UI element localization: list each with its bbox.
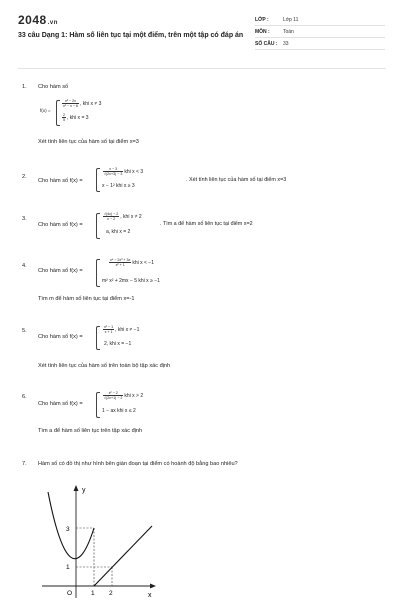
graph-line-right xyxy=(94,526,152,586)
piecewise-brace xyxy=(56,100,60,126)
case-1: $\frac{√(4x) - 2}{x - 2}$ , khi x ≠ 2 xyxy=(104,212,142,222)
y-axis-arrow xyxy=(74,485,79,491)
graph-curve-left xyxy=(48,492,94,559)
y-axis-label: y xyxy=(82,487,86,494)
tick-label-y1: 1 xyxy=(66,564,70,571)
case-1: $\frac{\text{x² − 2x}}{\text{x² − x − 6}}$ , khi x ≠ 3 xyxy=(63,99,102,109)
case-2: a, khi x = 2 xyxy=(106,229,131,235)
worksheet-page: 2048.vn 33 câu Dạng 1: Hàm số liên tục tại một điểm, trên một tập có đáp án LỚP : Lớp 11 MÔN : Toán SỐ CÂU : 33 1. Cho hàm số f(x) = $\frac{\text{x² − 2x}}{\text{x² − x − 6}}$ , khi x ≠ 3 $\frac{2}{5}$ , khi x = 3 Xét tính liên tục của hàm số tại điểm x=3 2. Cho hàm số f(x) = $\frac{x - 3}{√(2x+3) - 3}$ khi x < 3 x − 1² khi x ≥ 3 . Xét tính liên tục của hàm số tại điểm x=3 3. Cho hàm số f(x) = $\frac{√(4x) - 2}{x - 2}$ , khi x ≠ 2 a, khi x = 2 . Tìm a để hàm số liên tục tại điểm x=2 4. Cho hàm số f(x) = $\frac{\text{x⁴ − 2x³ + 3x}}{\text{x² + 1}}$ khi x < −1 m² x² + 2mx − 5 khi x ≥ −1 Tìm m để hàm số liên tục tại điểm x=-1 5. Cho hàm số f(x) = $\frac{\text{x² − 1}}{x + 1}$ , khi x ≠ −1 2, khi x = −1 Xét tính liên tục của hàm số trên toàn bộ tập xác định 6. Cho hàm số f(x) = $\frac{\text{x² − 2}}{√(2x+1) - 2}$ khi x > 2 1 − ax khi x ≤ 2 Tìm a để hàm số liên tục trên tập xác định 7. Hàm số có đồ thị như hình bên gián đoạn tại điểm có hoành độ bằng bao nhiêu? y x 3 1 O 1 2 xyxy=(0,0,400,600)
meta-value: 33 xyxy=(283,40,289,47)
meta-value: Lớp 11 xyxy=(283,16,299,23)
meta-row-count xyxy=(255,38,385,50)
fraction: $\frac{2}{5}$ xyxy=(63,113,65,123)
site-logo[interactable] xyxy=(18,13,58,27)
origin-label: O xyxy=(67,590,73,597)
case-2: 2, khi x = −1 xyxy=(104,341,132,347)
function-name: f(x) = xyxy=(40,108,51,113)
piecewise-brace xyxy=(96,326,100,350)
question-number: 3. xyxy=(22,216,27,222)
fraction: $\frac{\text{x² − 2x}}{\text{x² − x − 6}}$ xyxy=(63,99,78,109)
case-1: $\frac{\text{x⁴ − 2x³ + 3x}}{\text{x² + 1}}$ khi x < −1 xyxy=(110,258,155,268)
case-2: $\frac{2}{5}$ , khi x = 3 xyxy=(63,113,89,123)
case-2: 1 − ax khi x ≤ 2 xyxy=(102,408,136,414)
logo-main: 2048 xyxy=(18,13,47,27)
question-number: 7. xyxy=(22,461,27,467)
x-axis-arrow xyxy=(150,584,156,589)
case-2: x − 1² khi x ≥ 3 xyxy=(102,183,135,189)
piecewise-brace xyxy=(96,168,100,192)
question-intro: Cho hàm số xyxy=(38,84,69,90)
function-graph xyxy=(36,482,164,600)
piecewise-brace xyxy=(96,213,100,239)
meta-row-subject xyxy=(255,26,385,38)
meta-key: LỚP : xyxy=(255,16,269,23)
page-title: 33 câu Dạng 1: Hàm số liên tục tại một điểm, trên một tập có đáp án xyxy=(18,32,244,39)
case-2: m² x² + 2mx − 5 khi x ≥ −1 xyxy=(102,278,160,284)
meta-key: MÔN : xyxy=(255,28,270,35)
question-2-task: . Xét tính liên tục của hàm số tại điểm x=3 xyxy=(186,177,287,183)
piecewise-brace xyxy=(96,259,100,287)
question-number: 4. xyxy=(22,263,27,269)
question-number: 6. xyxy=(22,394,27,400)
header-divider xyxy=(18,68,386,69)
meta-value: Toán xyxy=(283,28,294,35)
question-number: 2. xyxy=(22,174,27,180)
meta-key: SỐ CÂU : xyxy=(255,40,278,47)
question-number: 1. xyxy=(22,84,27,90)
question-3-task: . Tìm a để hàm số liên tục tại điểm x=2 xyxy=(160,221,253,227)
x-axis-label: x xyxy=(148,592,152,599)
case-1: $\frac{\text{x² − 2}}{√(2x+1) - 2}$ khi x > 2 xyxy=(104,391,144,401)
piecewise-brace xyxy=(96,392,100,418)
case-1: $\frac{x - 3}{√(2x+3) - 3}$ khi x < 3 xyxy=(104,167,144,177)
tick-label-x2: 2 xyxy=(109,590,113,597)
tick-label-x1: 1 xyxy=(91,590,95,597)
meta-row-class xyxy=(255,14,385,26)
logo-suffix: .vn xyxy=(47,20,58,26)
question-number: 5. xyxy=(22,328,27,334)
case-1: $\frac{\text{x² − 1}}{x + 1}$ , khi x ≠ −1 xyxy=(104,325,140,335)
tick-label-y3: 3 xyxy=(66,526,70,533)
meta-panel xyxy=(255,14,385,50)
